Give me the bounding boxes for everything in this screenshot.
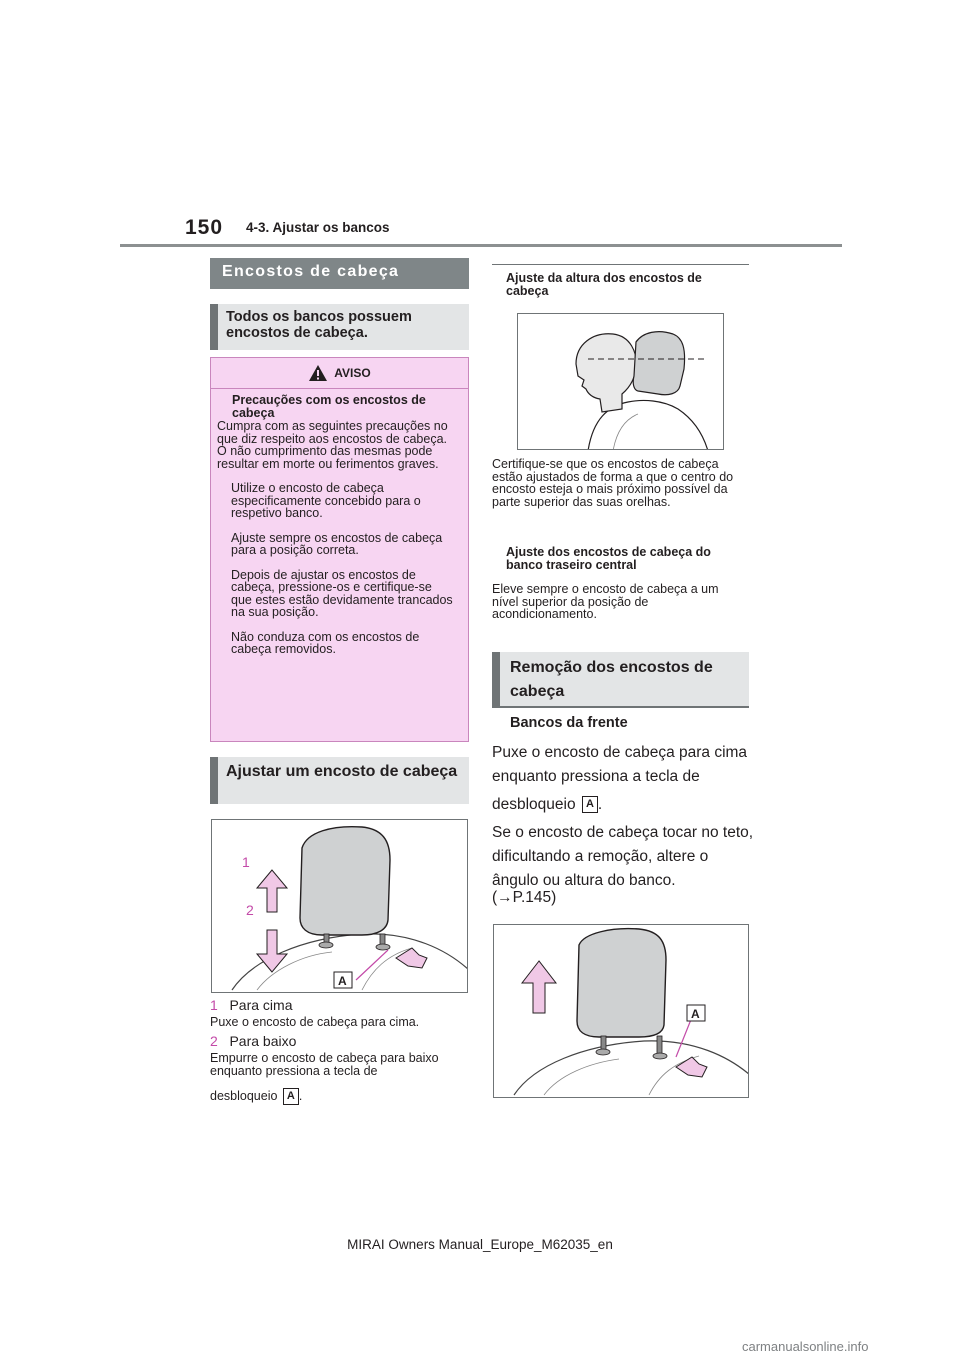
step-1-label: Para cima — [229, 997, 293, 1013]
footer-manual-name: MIRAI Owners Manual_Europe_M62035_en — [347, 1237, 613, 1252]
subtitle-box: Todos os bancos possuem encostos de cabeça. — [210, 304, 469, 350]
warning-box — [210, 357, 469, 742]
head-position-figure — [517, 313, 724, 450]
warning-item: Depois de ajustar os encostos de cabeça, pressione-os e certifique-se que estes estão devidamente trancados na sua posição. — [231, 567, 453, 619]
pull-instruction-word: desbloqueio — [492, 796, 576, 813]
step-1-number: 1 — [210, 997, 218, 1013]
height-text: Certifique-se que os encostos de cabeça estão ajustados de forma a que o centro do encosto esteja o mais próximo possível da parte superior das suas orelhas. — [492, 457, 734, 509]
main-title: Encostos de cabeça — [210, 258, 469, 289]
pull-instruction: Puxe o encosto de cabeça para cima enquanto pressiona a tecla de — [492, 744, 748, 785]
page-reference-link[interactable]: (→P.145) — [492, 889, 557, 906]
headrest-removal-figure — [493, 924, 749, 1098]
step-2-desc-word: desbloqueio — [210, 1088, 278, 1103]
header-rule — [120, 244, 842, 247]
figure1-label-down: 2 — [246, 902, 254, 918]
warning-item: Não conduza com os encostos de cabeça removidos. — [231, 629, 420, 656]
headrest-adjust-figure — [211, 819, 468, 993]
pull-instruction-end — [492, 793, 602, 817]
page-number: 150 — [185, 216, 224, 239]
figure1-label-a: A — [338, 974, 347, 988]
release-key-badge-right: A — [582, 796, 598, 813]
warning-item: Ajuste sempre os encostos de cabeça para a posição correta. — [231, 530, 443, 557]
step-2-desc-end — [210, 1088, 302, 1105]
step-1 — [210, 997, 293, 1013]
warning-list — [211, 482, 468, 656]
warning-item: Utilize o encosto de cabeça especificamente concebido para o respetivo banco. — [231, 481, 421, 520]
height-title: Ajuste da altura dos encostos de cabeça — [506, 271, 702, 298]
figure3-label-a: A — [691, 1007, 700, 1021]
watermark: carmanualsonline.info — [742, 1339, 869, 1354]
head-position-illustration — [518, 314, 724, 450]
ceiling-text: Se o encosto de cabeça tocar no teto, dificultando a remoção, altere o ângulo ou altura do banco. — [492, 824, 754, 889]
release-key-badge: A — [283, 1088, 299, 1105]
warning-title: Precauções com os encostos de cabeça — [232, 393, 426, 420]
rear-text: Eleve sempre o encosto de cabeça a um nível superior da posição de acondicionamento. — [492, 582, 719, 621]
warning-intro: Cumpra com as seguintes precauções no que diz respeito aos encostos de cabeça. O não cumprimento das mesmas pode resultar em morte ou ferimentos graves. — [217, 419, 448, 471]
step-2-period: . — [298, 1088, 303, 1103]
figure1-label-up: 1 — [242, 854, 250, 870]
headrest-removal-illustration — [494, 925, 749, 1098]
pull-instruction-period: . — [597, 796, 603, 813]
section-path: 4-3. Ajustar os bancos — [246, 220, 390, 235]
adjust-section-title: Ajustar um encosto de cabeça — [210, 757, 469, 804]
headrest-adjust-illustration — [212, 820, 468, 993]
step-2-desc: Empurre o encosto de cabeça para baixo enquanto pressiona a tecla de — [210, 1051, 439, 1078]
removal-section-title: Remoção dos encostos de cabeça — [492, 652, 749, 708]
right-rule — [492, 264, 749, 265]
warning-label: AVISO — [334, 366, 371, 380]
step-2-number: 2 — [210, 1033, 218, 1049]
step-2-label: Para baixo — [229, 1033, 297, 1049]
warning-header — [211, 358, 468, 389]
front-seats-heading: Bancos da frente — [510, 715, 628, 731]
warning-triangle-icon — [308, 364, 328, 382]
step-1-desc: Puxe o encosto de cabeça para cima. — [210, 1015, 420, 1029]
step-2 — [210, 1033, 296, 1049]
rear-title: Ajuste dos encostos de cabeça do banco traseiro central — [506, 545, 711, 572]
